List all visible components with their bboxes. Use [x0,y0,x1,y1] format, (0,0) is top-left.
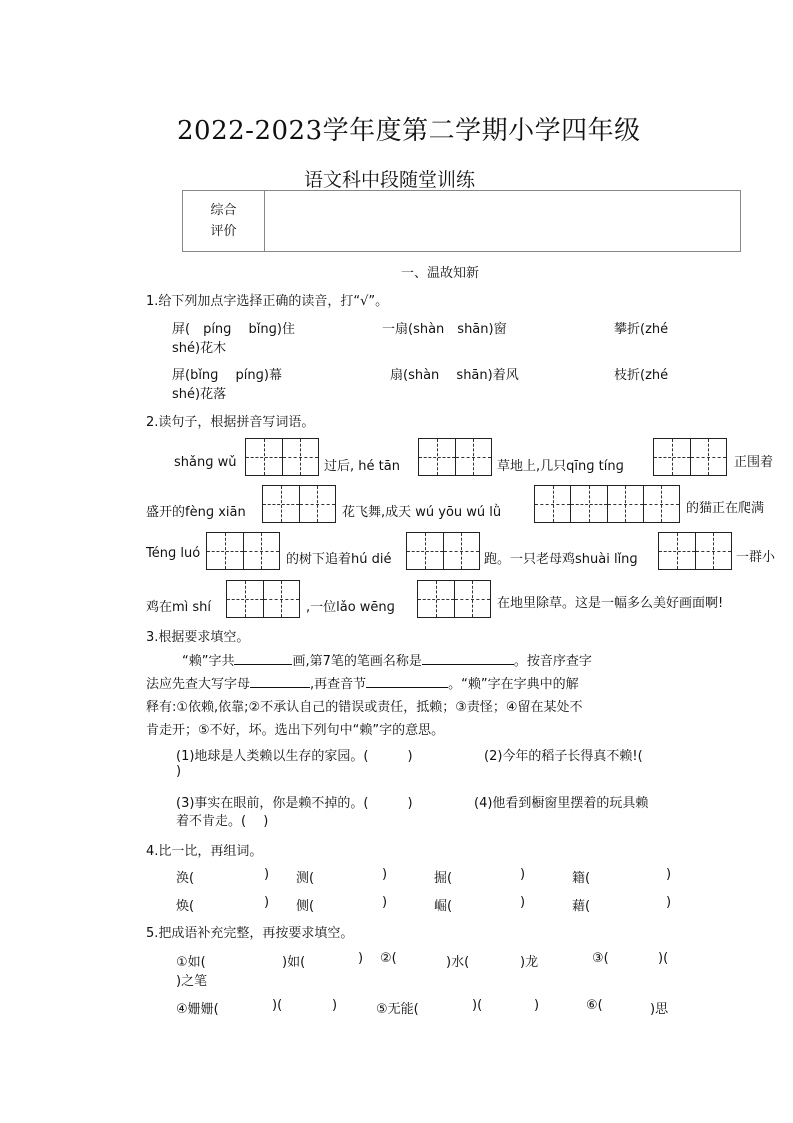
q3-text: 释有:①依赖,依靠;②不承认自己的错误或责任，抵赖；③责怪；④留在某处不 [146,700,583,715]
q1-item: 扇(shàn shān)着风 [390,368,519,383]
answer-blank[interactable] [234,652,292,665]
q2-text: ,一位lǎo wēnɡ [306,600,395,615]
q4-item: 焕( [176,899,195,914]
q3-sentence: (4)他看到橱窗里摆着的玩具赖 [474,796,649,811]
q4-item: 藉( [572,899,591,914]
q4-item: ) [666,867,672,882]
q3-sentence: 着不肯走。( ) [176,814,269,829]
q2-text: 花飞舞,成天 wú yōu wú lǜ [342,505,502,520]
q4-item: ) [666,895,672,910]
answer-blank[interactable] [366,675,448,688]
q4-item: ) [264,867,270,882]
q5-item: ⑤无能( [376,1002,419,1017]
writing-grid[interactable] [206,532,280,570]
q4-prompt: 4.比一比，再组词。 [146,844,263,859]
evaluation-label [183,191,265,251]
q2-text: 正围着 [734,455,774,470]
q5-item: ) [332,998,338,1013]
q4-item: 测( [296,871,315,886]
q2-text: 过后, hé tān [324,459,400,474]
q4-item: ) [264,895,270,910]
q5-item: ②( [380,951,397,966]
q5-item: ) [534,998,540,1013]
writing-grid[interactable] [653,438,727,476]
q4-item: 籍( [572,871,591,886]
q1-item: 一扇(shàn shān)窗 [382,322,507,337]
q5-item: )思 [650,1002,669,1017]
q5-item: )龙 [520,955,539,970]
q1-prompt: 1.给下列加点字选择正确的读音，打“√”。 [146,294,389,309]
q3-sentence: (3)事实在眼前，你是赖不掉的。( ) [176,796,413,811]
q3-text: “赖”字共 [182,654,235,669]
q3-sentence: ) [176,764,182,779]
q4-item: ) [382,867,388,882]
page-subtitle: 语文科中段随堂训练 [304,169,476,191]
writing-grid[interactable] [406,532,480,570]
q1-item: shé)花木 [172,341,227,356]
q2-text: 的树下追着hú dié [286,552,392,567]
evaluation-table [182,190,741,252]
q5-item: )( [658,951,669,966]
q2-prompt: 2.读句子，根据拼音写词语。 [146,415,315,430]
answer-blank[interactable] [250,675,310,688]
q5-item: )水( [446,955,470,970]
evaluation-label-line2: 评价 [210,224,237,239]
evaluation-label-line1: 综合 [210,203,237,218]
writing-grid[interactable] [262,485,336,523]
q1-item: 攀折(zhé [614,322,669,337]
q2-text: 鸡在mì shí [146,600,212,615]
q5-prompt: 5.把成语补充完整，再按要求填空。 [146,926,354,941]
q4-item: ) [520,867,526,882]
writing-grid[interactable] [417,580,491,618]
q1-item: 屏(bǐnɡ pínɡ)幕 [172,368,282,383]
writing-grid[interactable] [245,438,319,476]
q2-text: shǎnɡ wǔ [174,455,237,470]
q2-text: Ténɡ luó [146,546,201,561]
q5-item: )( [472,998,483,1013]
q2-text: 在地里除草。这是一幅多么美好画面啊! [497,596,724,611]
q2-text: 草地上,几只qīnɡ tínɡ [497,459,624,474]
q4-item: 崛( [434,899,453,914]
q1-item: 屏( pínɡ bǐnɡ)住 [172,322,295,337]
q5-item: )如( [282,955,306,970]
q4-item: 涣( [176,871,195,886]
q2-text: 跑。一只老母鸡shuài lǐnɡ [484,552,638,567]
q3-text: ,再查音节 [310,677,367,692]
q3-line [146,673,579,692]
q4-item: ) [520,895,526,910]
q5-item: ①如( [176,955,206,970]
q3-text: 肯走开；⑤不好，坏。选出下列句中“赖”字的意思。 [146,723,445,738]
q3-sentence: (1)地球是人类赖以生存的家园。( ) [176,749,413,764]
q3-prompt: 3.根据要求填空。 [146,630,250,645]
q3-text: 画,第7笔的笔画名称是 [292,654,422,669]
page-title: 2022-2023学年度第二学期小学四年级 [177,116,641,146]
writing-grid[interactable] [418,438,492,476]
writing-grid[interactable] [658,532,732,570]
section-heading: 一、温故知新 [401,266,480,281]
q2-text: 盛开的fènɡ xiān [146,505,246,520]
q5-item: ) [358,951,364,966]
q3-sentence: (2)今年的稻子长得真不赖!( [484,749,643,764]
q1-item: 枝折(zhé [614,368,669,383]
q3-line [182,650,592,669]
q4-item: 掘( [434,871,453,886]
q2-text: 一群小 [736,550,776,565]
writing-grid[interactable] [226,580,300,618]
q5-item: ④姗姗( [176,1002,219,1017]
q3-text: 。“赖”字在字典中的解 [448,677,579,692]
q2-text: 的猫正在爬满 [686,501,765,516]
writing-grid[interactable] [534,485,680,523]
q4-item: 侧( [296,899,315,914]
q5-item: )之笔 [176,974,208,989]
q4-item: ) [382,895,388,910]
q1-item: shé)花落 [172,387,227,402]
q3-text: 。按音序查字 [513,654,592,669]
q5-item: ⑥( [586,998,603,1013]
q5-item: )( [272,998,283,1013]
q3-text: 法应先查大写字母 [146,677,251,692]
answer-blank[interactable] [422,652,514,665]
q5-item: ③( [592,951,609,966]
